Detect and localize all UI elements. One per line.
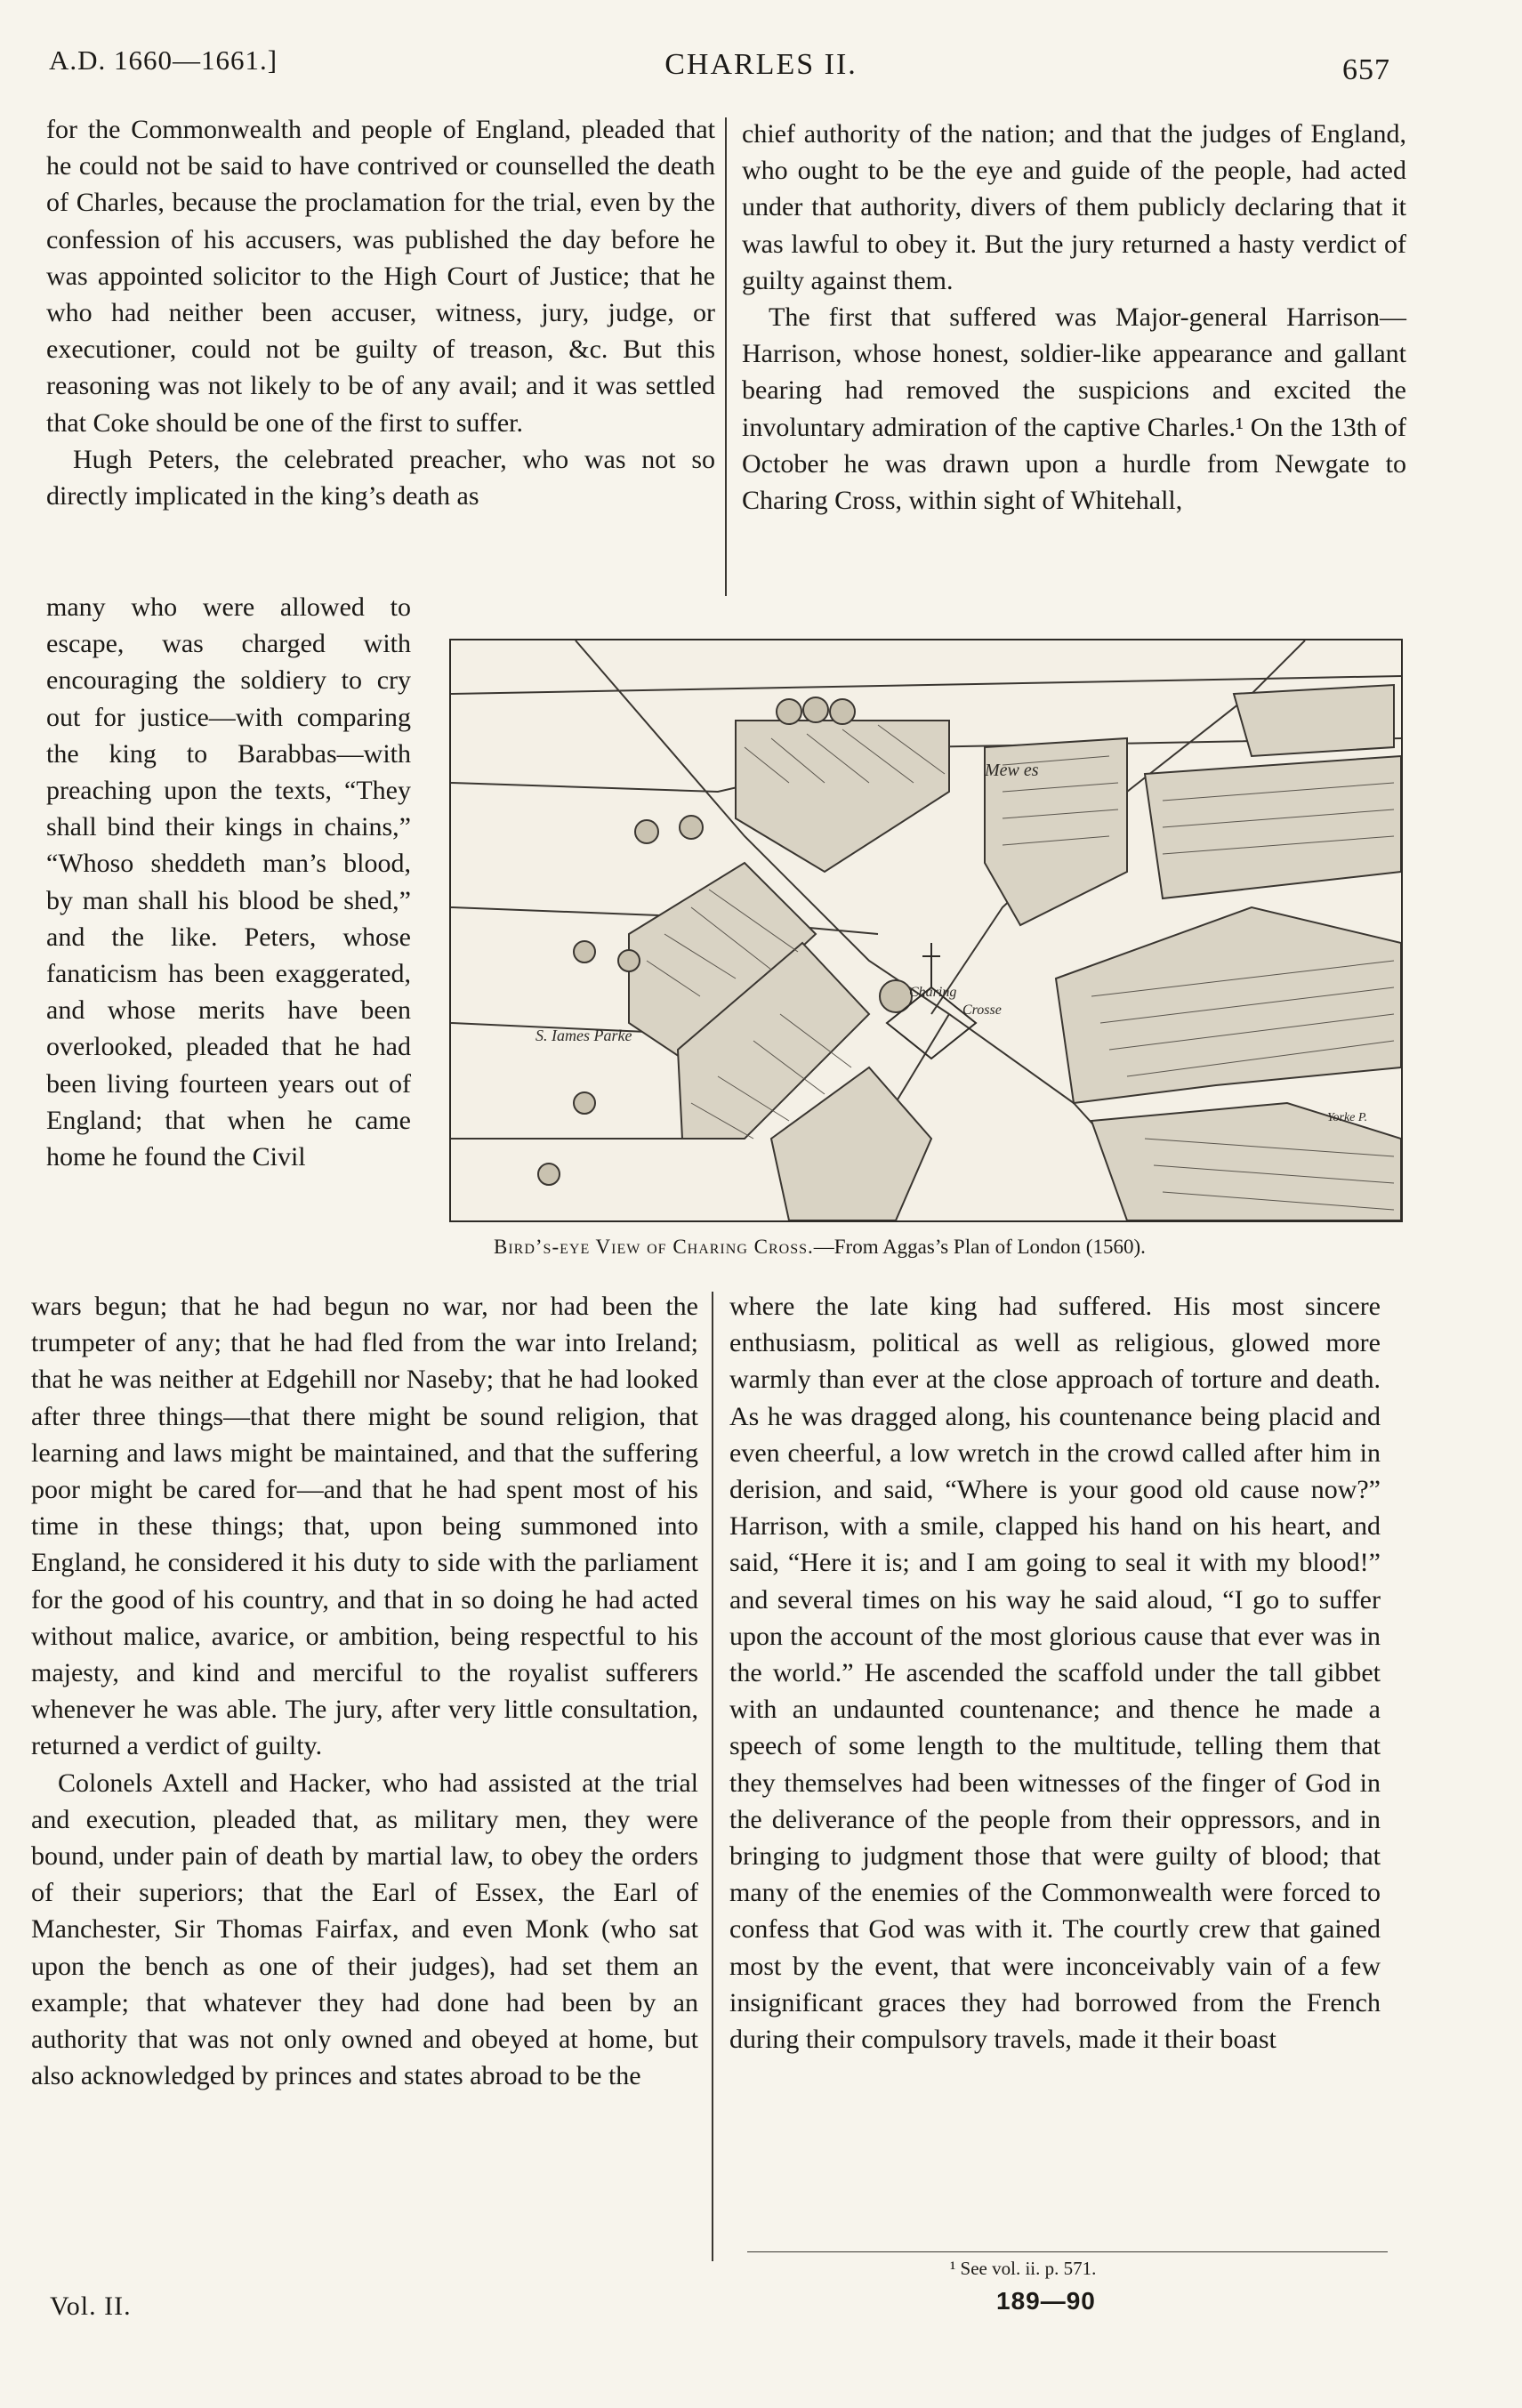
map-illustration <box>451 640 1401 1220</box>
paragraph-peters-lead-text: Hugh Peters, the celebrated preacher, who was not so directly implicated in the king’s death as <box>46 444 715 511</box>
label-charing: Charing <box>909 985 957 1000</box>
label-crosse: Crosse <box>962 1003 1002 1018</box>
signature-mark: 189—90 <box>996 2287 1096 2315</box>
right-column-bottom <box>729 1288 1381 2058</box>
charing-cross-engraving <box>449 639 1403 1222</box>
left-column-wrap <box>46 589 411 1175</box>
left-column-top <box>46 111 715 514</box>
running-head-dates: A.D. 1660—1661.] <box>49 44 278 76</box>
footnote-rule <box>747 2251 1388 2252</box>
paragraph-peters-charges: many who were allowed to escape, was charged with encouraging the soldiery to cry out for justice—with comparing the king to Barabbas—with preaching upon the texts, “They shall bind their kings in chains,” “Whoso sheddeth man’s blood, by man shall his blood be shed,” and the like. Peters, whose fanaticism has been exaggerated, and whose merits have been overlooked, pleaded that he had been living fourteen years out of England; that when he came home he found the Civil <box>46 592 411 1172</box>
paragraph-harrison-text: The first that suffered was Major-general Harrison—Harrison, whose honest, soldier-like appearance and gallant bearing had removed the suspicions and excited the involuntary admiration of the captive Charles.¹ On the 13th of October he was drawn upon a hurdle from Newgate to Charing Cross, within sight of Whitehall, <box>742 302 1406 516</box>
label-park: S. Iames Parke <box>536 1027 632 1044</box>
caption-source: —From Aggas’s Plan of London (1560). <box>813 1236 1146 1258</box>
label-mews: Mew es <box>985 761 1039 780</box>
paragraph-axtell-hacker <box>31 1765 698 2095</box>
volume-mark: Vol. II. <box>50 2291 132 2321</box>
caption-title: Bird’s-eye View of Charing Cross. <box>494 1236 814 1258</box>
paragraph-harrison-execution: where the late king had suffered. His most sincere enthusiasm, political as well as religious, glowed more warmly than ever at the close approach of torture and death. As he was dragged along, his countenance being placid and even cheerful, a low wretch in the crowd called after him in derision, and said, “Where is your good old cause now?” Harrison, with a smile, clapped his hand on his heart, and said, “Here it is; and I am going to seal it with my blood!” and several times on his way he said aloud, “I go to suffer upon the account of the most glorious cause that ever was in the world.” He ascended the scaffold under the tall gibbet with an undaunted countenance; and thence he made a speech of some length to the multitude, telling them that they themselves had been witnesses of the finger of God in the deliverance of the people from their oppressors, and in bringing to judgment those that were guilty of blood; that many of the enemies of the Commonwealth were forced to confess that God was with it. The courtly crew that gained most by the event, that were inconceivably vain of a few insignificant graces they had borrowed from the French during their compulsory travels, made it their boast <box>729 1292 1381 2055</box>
paragraph-coke-plea: for the Commonwealth and people of England, pleaded that he could not be said to have contrived or counselled the death of Charles, because the proclamation for the trial, even by the confession of his accusers, was published the day before he was appointed solicitor to the High Court of Justice; that he who had neither been accuser, witness, jury, judge, or executioner, could not be guilty of treason, &c. But this reasoning was not likely to be of any avail; and it was settled that Coke should be one of the first to suffer. <box>46 115 715 438</box>
right-column-top <box>742 116 1406 519</box>
left-column-bottom <box>31 1288 698 2094</box>
column-rule-bottom <box>712 1292 713 2261</box>
column-rule-top <box>725 117 727 596</box>
footnote: ¹ See vol. ii. p. 571. <box>950 2258 1097 2279</box>
paragraph-chief-authority: chief authority of the nation; and that the judges of England, who ought to be the eye and guide of the people, had acted under that authority, divers of them publicly declaring that it was lawful to obey it. But the jury returned a hasty verdict of guilty against them. <box>742 119 1406 295</box>
page-number: 657 <box>1342 53 1390 86</box>
paragraph-axtell-hacker-text: Colonels Axtell and Hacker, who had assisted at the trial and execution, pleaded that, as military men, they were bound, under pain of death by martial law, to obey the orders of their superiors; that the Earl of Essex, the Earl of Manchester, Sir Thomas Fairfax, and even Monk (who sat upon the bench as one of their judges), had set them an example; that whatever they had done had been by an authority that was not only owned and obeyed at home, but also acknowledged by princes and states abroad to be the <box>31 1768 698 2091</box>
figure-caption <box>494 1236 1383 1259</box>
running-head-title: CHARLES II. <box>664 48 858 81</box>
label-york: Yorke P. <box>1327 1111 1368 1124</box>
paragraph-harrison <box>742 299 1406 519</box>
paragraph-peters-defence: wars begun; that he had begun no war, nor had been the trumpeter of any; that he had fled from the war into Ireland; that he was neither at Edgehill nor Naseby; that he had looked after three things—that there might be sound religion, that learning and laws might be maintained, and that the suffering poor might be cared for—and that he had spent most of his time in these things; that, upon being summoned into England, he considered it his duty to side with the parliament for the good of his country, and that in so doing he had acted without malice, avarice, or ambition, being respectful to his majesty, and kind and merciful to the royalist sufferers whenever he was able. The jury, after very little consultation, returned a verdict of guilty. <box>31 1292 698 1761</box>
paragraph-peters-lead <box>46 441 715 514</box>
